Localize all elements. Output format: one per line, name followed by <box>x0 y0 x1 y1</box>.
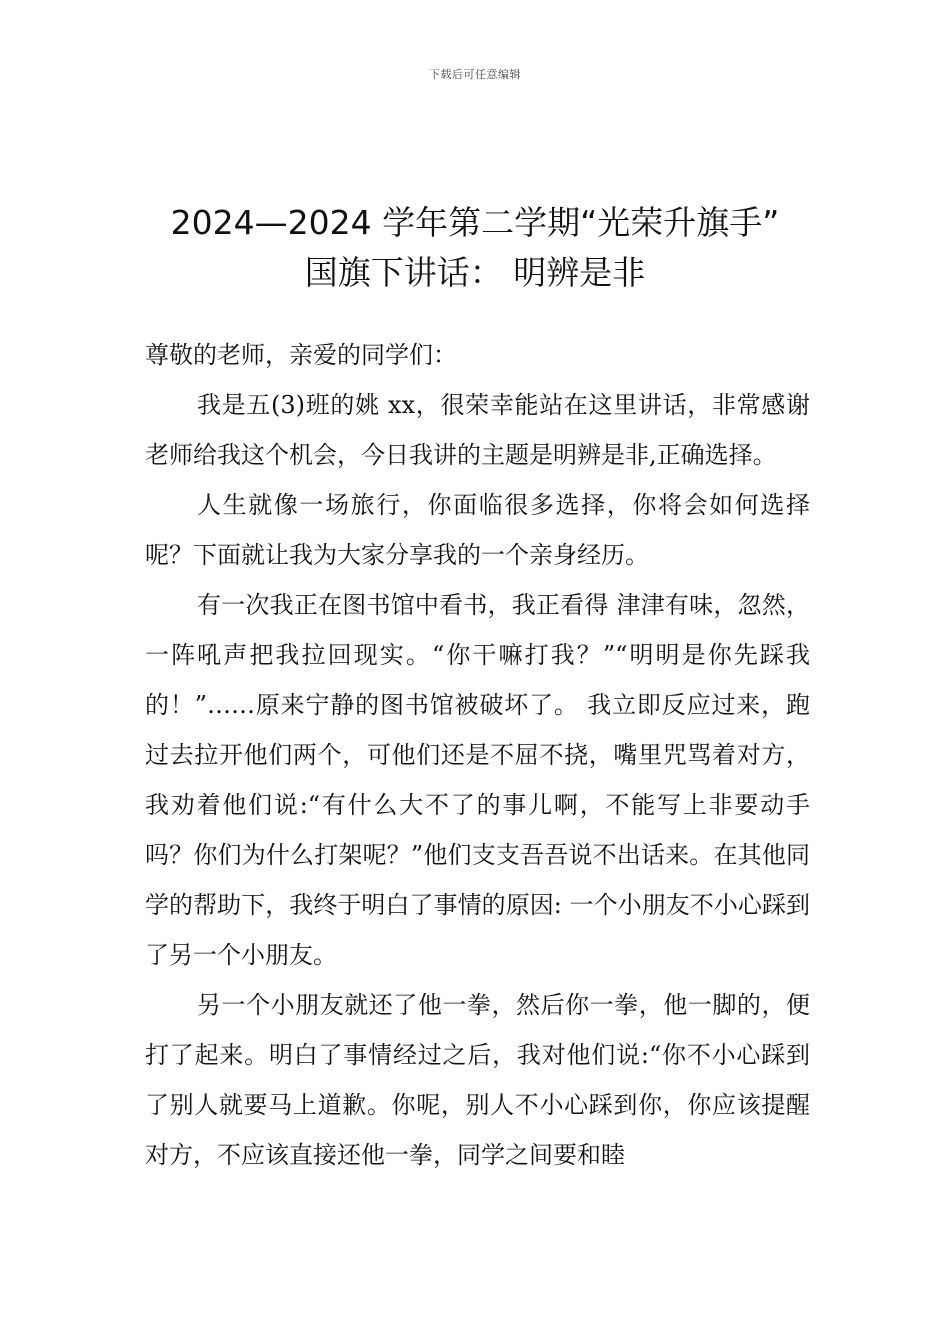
paragraph-4: 另一个小朋友就还了他一拳，然后你一拳，他一脚的，便打了起来。明白了事情经过之后，我对他们说:“你不小心踩到了别人就要马上道歉。你呢，别人不小心踩到你，你应该提醒对方，不应该直接还他一拳，同学之间要和睦 <box>145 991 810 1169</box>
salutation: 尊敬的老师，亲爱的同学们： <box>145 341 457 369</box>
document-title <box>100 198 850 298</box>
speech-body <box>145 330 810 1180</box>
title-line-2: 国旗下讲话： 明辨是非 <box>304 253 646 293</box>
header-note: 下载后可任意编辑 <box>429 68 521 81</box>
paragraph-3: 有一次我正在图书馆中看书，我正看得 津津有味，忽然，一阵吼声把我拉回现实。“你干嘛打我？”“明明是你先踩我的！”……原来宁静的图书馆被破坏了。 我立即反应过来，跑过去拉开他们两个，可他们还是不屈不挠，嘴里咒骂着对方，我劝着他们说:“有什么大不了的事儿啊，不能写上非要动手吗？你们为什么打架呢？”他们支支吾吾说不出话来。在其他同学的帮助下，我终于明白了事情的原因: 一个小朋友不小心踩到了另一个小朋友。 <box>145 591 810 969</box>
paragraph-2: 人生就像一场旅行，你面临很多选择，你将会如何选择呢？下面就让我为大家分享我的一个亲身经历。 <box>145 491 810 569</box>
title-line-1: 2024—2024 学年第二学期“光荣升旗手” <box>170 203 780 243</box>
paragraph-1: 我是五(3)班的姚 xx，很荣幸能站在这里讲话，非常感谢老师给我这个机会，今日我讲的主题是明辨是非,正确选择。 <box>145 391 810 469</box>
